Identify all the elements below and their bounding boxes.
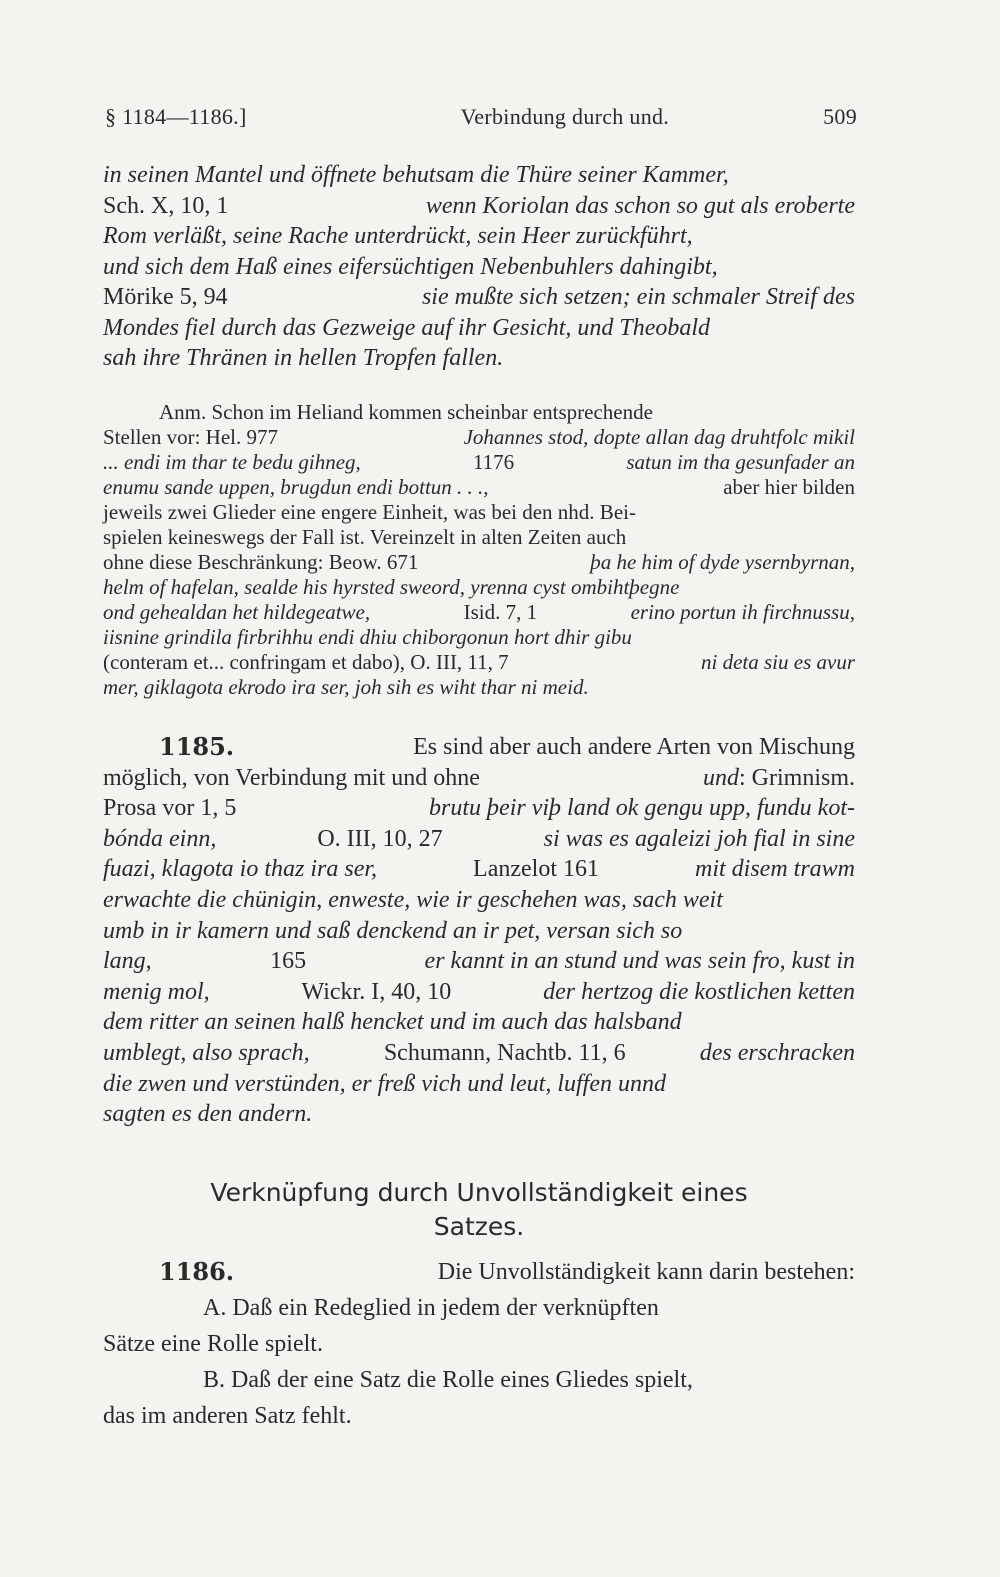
text-line: spielen keineswegs der Fall ist. Vereinzelt in alten Zeiten auch [103, 525, 627, 549]
text-line: ... endi im thar te bedu gihneg, 1176 satun im tha gesunfader an [103, 450, 855, 474]
text-line: menig mol, Wickr. I, 40, 10 der hertzog die kostlichen ketten [103, 978, 855, 1005]
quote-text: wenn Koriolan das schon so gut als eroberte [425, 192, 855, 219]
text-line [103, 221, 855, 252]
section-number: 1185. [159, 732, 235, 761]
text-line: umblegt, also sprach, Schumann, Nachtb. 11, 6 des erschracken [103, 1039, 855, 1066]
running-title: Verbindung durch und. [460, 104, 670, 129]
text-line: 1185. Es sind aber auch andere Arten von Mischung [103, 732, 855, 763]
text-line [103, 313, 855, 344]
text-line: Sch. X, 10, 1 wenn Koriolan das schon so gut als eroberte [103, 191, 855, 222]
text-line: 1186. Die Unvollständigkeit kann darin bestehen: [103, 1254, 855, 1290]
text-line: helm of hafelan, sealde his hyrsted sweord, yrenna cyst ombihtþegne [103, 575, 680, 599]
running-header [105, 104, 857, 130]
text-line: ond gehealdan het hildegeatwe, Isid. 7, 1 erino portun ih firchnussu, [103, 600, 855, 624]
text-line: Sätze eine Rolle spielt. [103, 1331, 323, 1357]
quote-text: Rom verläßt, seine Rache unterdrückt, sein Heer zurückführt, [103, 223, 693, 249]
quote-text: sie mußte sich setzen; ein schmaler Streif des [421, 284, 855, 310]
section-1185 [103, 732, 855, 1130]
quote-text: Mondes fiel durch das Gezweige auf ihr Gesicht, und Theobald [103, 314, 711, 341]
section-heading: Verknüpfung durch Unvollständigkeit eines Satzes. [210, 1178, 748, 1241]
text-line: umb in ir kamern und saß denckend an ir pet, versan sich so [103, 917, 683, 944]
text-line: mer, giklagota ekrodo ira ser, joh sih es wiht thar ni meid. [103, 675, 589, 699]
text-line: Prosa vor 1, 5 brutu þeir viþ land ok gengu upp, fundu kot- [103, 795, 855, 822]
text-line: bónda einn, O. III, 10, 27 si was es agaleizi joh fial in sine [103, 825, 855, 852]
text-line: dem ritter an seinen halß hencket und im auch das halsband [103, 1009, 682, 1036]
quote-text: in seinen Mantel und öffnete behutsam die Thüre seiner Kammer, [103, 162, 729, 188]
text-line: A. Daß ein Redeglied in jedem der verknüpften [203, 1295, 659, 1321]
text-line: B. Daß der eine Satz die Rolle eines Gliedes spielt, [203, 1367, 693, 1393]
text-line: ohne diese Beschränkung: Beow. 671 þa he him of dyde ysernbyrnan, [103, 550, 855, 574]
continued-paragraph [103, 160, 855, 374]
text-line: das im anderen Satz fehlt. [103, 1403, 352, 1429]
text-line: Stellen vor: Hel. 977 Johannes stod, dopte allan dag druhtfolc mikil [103, 425, 855, 449]
text-line: fuazi, klagota io thaz ira ser, Lanzelot 161 mit disem trawm [103, 856, 855, 883]
page-number: 509 [823, 104, 857, 129]
text-line: lang, 165 er kannt in an stund und was sein fro, kust in [103, 948, 855, 975]
text-line: Mörike 5, 94 sie mußte sich setzen; ein schmaler Streif des [103, 282, 855, 313]
text-line: sagten es den andern. [103, 1101, 313, 1128]
section-1186 [103, 1254, 855, 1434]
quote-text: und sich dem Haß eines eifersüchtigen Nebenbuhlers dahingibt, [103, 253, 718, 280]
annotation-note [103, 400, 855, 700]
text-line [103, 160, 855, 191]
text-line [103, 252, 855, 283]
text-line: erwachte die chünigin, enweste, wie ir geschehen was, sach weit [103, 886, 723, 913]
text-line: möglich, von Verbindung mit und ohne und: Grimnism. [103, 764, 855, 791]
text-line: (conteram et... confringam et dabo), O. III, 11, 7 ni deta siu es avur [103, 650, 855, 674]
text-line: iisnine grindila firbrihhu endi dhiu chiborgonun hort dhir gibu [103, 625, 632, 649]
text-line: jeweils zwei Glieder eine engere Einheit, was bei den nhd. Bei- [103, 500, 636, 524]
text-line: enumu sande uppen, brugdun endi bottun . . ., aber hier bilden [103, 475, 855, 499]
text-line: die zwen und verstünden, er freß vich und leut, luffen unnd [103, 1070, 667, 1097]
section-range: § 1184—1186.] [105, 104, 247, 129]
text-line [103, 343, 855, 374]
quote-text: sah ihre Thränen in hellen Tropfen fallen. [103, 345, 504, 371]
section-number: 1186. [159, 1257, 235, 1286]
text-line: Anm. Schon im Heliand kommen scheinbar entsprechende [159, 400, 653, 424]
